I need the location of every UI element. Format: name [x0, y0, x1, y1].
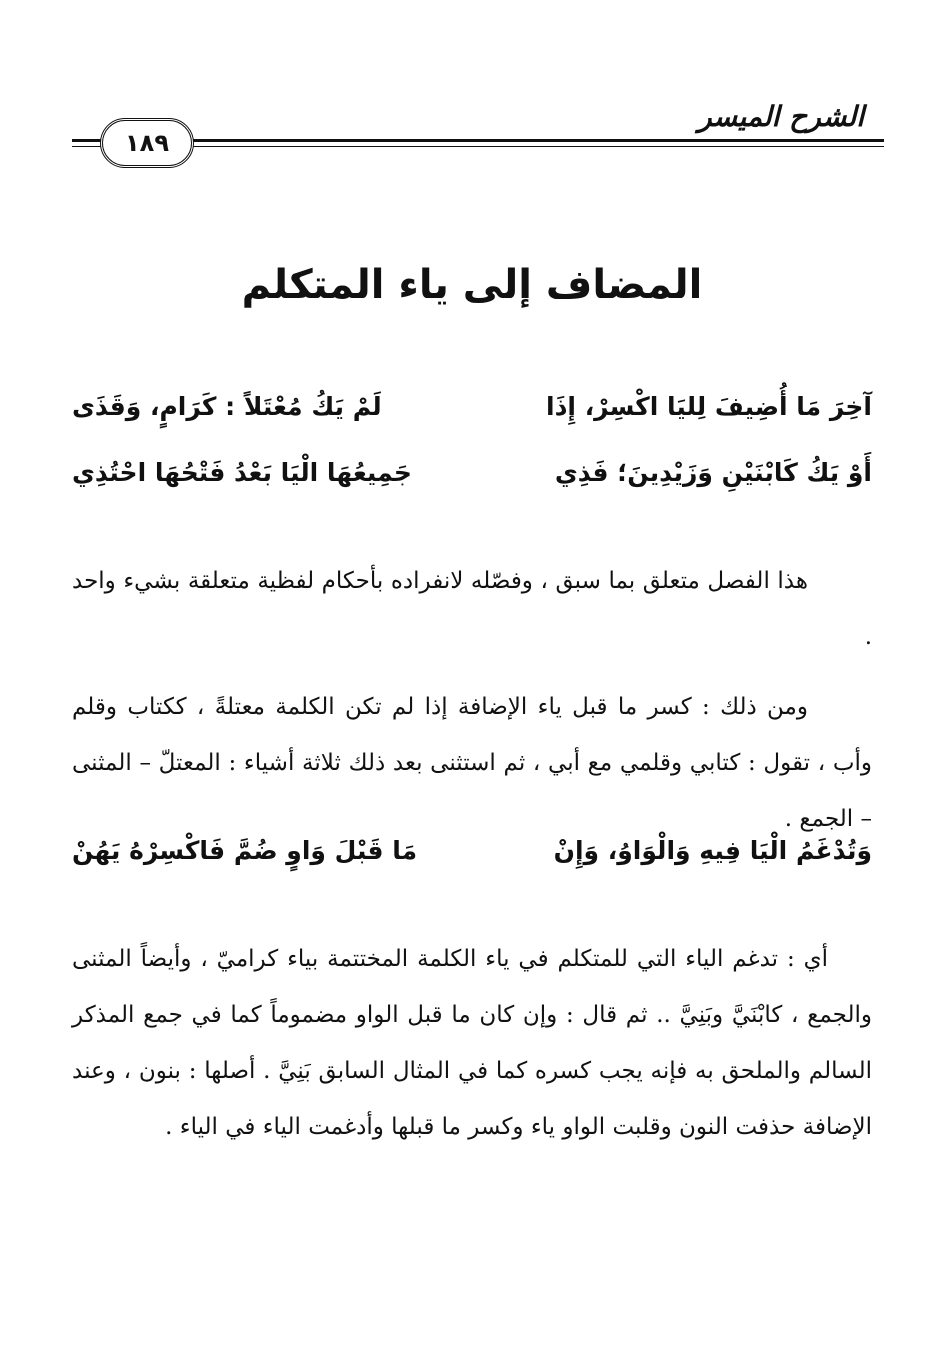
running-title: الشرح الميسر [698, 100, 864, 133]
header-rule-thin [192, 146, 884, 147]
verse-second-hemistich: جَمِيعُهَا الْيَا بَعْدُ فَتْحُهَا احْتُذِي [72, 458, 412, 487]
verse-first-hemistich: آخِرَ مَا أُضِيفَ لِليَا اكْسِرْ، إِذَا [546, 392, 872, 421]
paragraph: ومن ذلك : كسر ما قبل ياء الإضافة إذا لم تكن الكلمة معتلةً ، ككتاب وقلم وأب ، تقول : كتابي وقلمي مع أبي ، ثم استثنى بعد ذلك ثلاثة أشياء : المعتلّ – المثنى – الجمع . [72, 694, 872, 832]
verse-line [72, 836, 872, 880]
paragraph: أي : تدغم الياء التي للمتكلم في ياء الكلمة المختتمة بياء كراميّ ، وأيضاً المثنى والجمع ، كابْنَيَّ وبَنِيَّ .. ثم قال : وإن كان ما قبل الواو مضموماً كما في جمع المذكر السالم والملحق به فإنه يجب كسره كما في المثال السابق بَنِيَّ . أصلها : بنون ، وعند الإضافة حذفت النون وقلبت الواو ياء وكسر ما قبلها وأدغمت الياء في الياء . [72, 946, 872, 1140]
page-number: ١٨٩ [100, 118, 194, 168]
verse-first-hemistich: أَوْ يَكُ كَابْنَيْنِ وَزَيْدِينَ؛ فَذِي [554, 458, 872, 487]
verse-second-hemistich: لَمْ يَكُ مُعْتَلاً : كَرَامٍ، وَقَذَى [72, 392, 382, 421]
section-title: المضاف إلى ياء المتكلم [241, 262, 703, 308]
verse-line [72, 458, 872, 502]
paragraph: هذا الفصل متعلق بما سبق ، وفصّله لانفراده بأحكام لفظية متعلقة بشيء واحد . [72, 568, 872, 650]
header-rule-thick [192, 139, 884, 142]
verse-second-hemistich: مَا قَبْلَ وَاوٍ ضُمَّ فَاكْسِرْهُ يَهُنْ [72, 836, 418, 865]
verse-line [72, 392, 872, 436]
verse-first-hemistich: وَتُدْغَمُ الْيَا فِيهِ وَالْوَاوُ، وَإِنْ [553, 836, 872, 865]
